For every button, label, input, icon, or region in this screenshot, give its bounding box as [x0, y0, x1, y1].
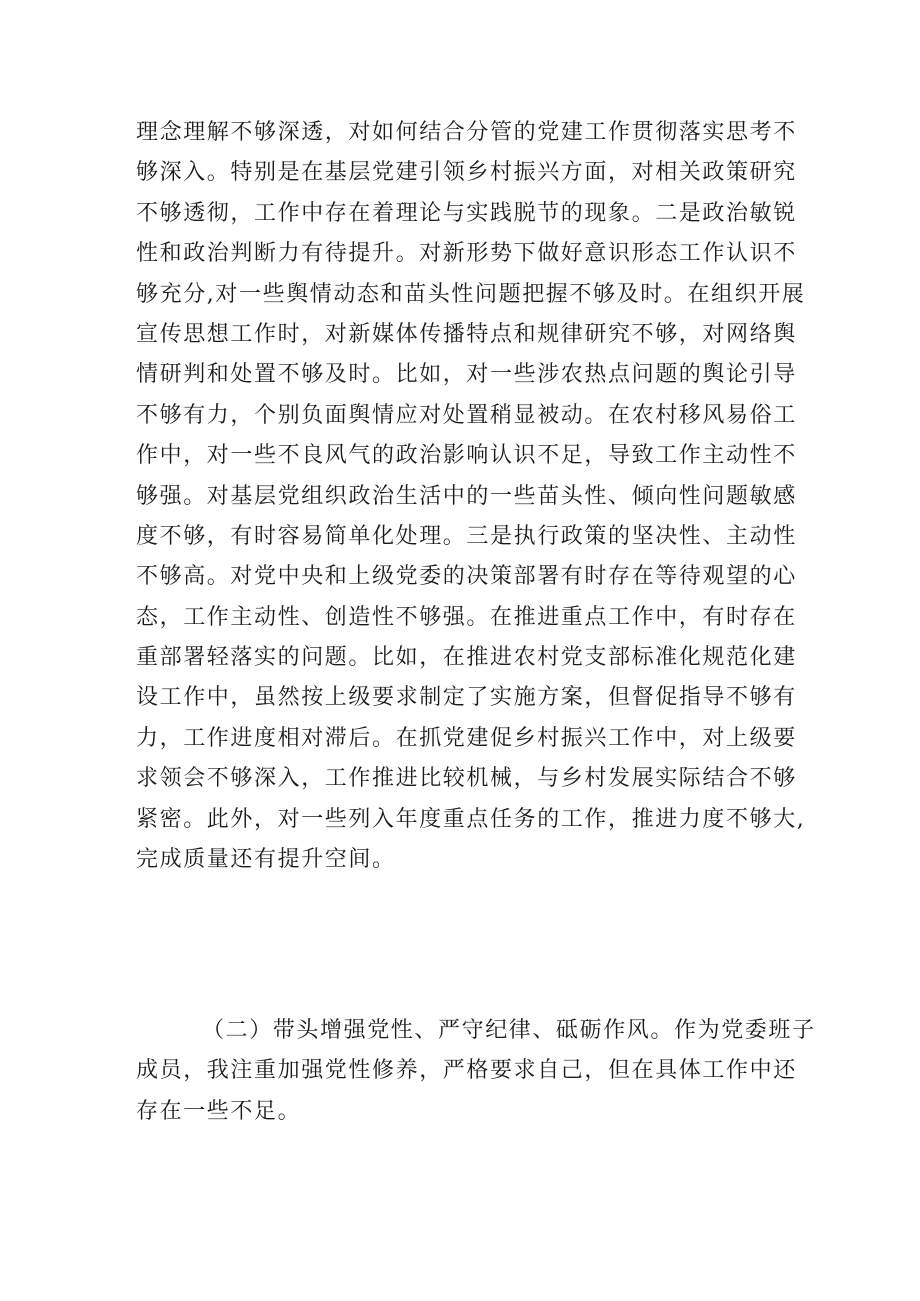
text-line: 设工作中，虽然按上级要求制定了实施方案，但督促指导不够有 — [136, 685, 797, 711]
text-line: 够深入。特别是在基层党建引领乡村振兴方面，对相关政策研究 — [136, 160, 797, 186]
text-line: 不够透彻，工作中存在着理论与实践脱节的现象。二是政治敏锐 — [136, 200, 797, 226]
text-line: 度不够，有时容易简单化处理。三是执行政策的坚决性、主动性 — [136, 523, 797, 549]
body-paragraph-2 — [136, 1011, 816, 1132]
text-line: 够充分,对一些舆情动态和苗头性问题把握不够及时。在组织开展 — [136, 281, 806, 307]
section-heading-line: （二）带头增强党性、严守纪律、砥砺作风。作为党委班子 — [202, 1018, 816, 1043]
text-line: 重部署轻落实的问题。比如，在推进农村党支部标准化规范化建 — [136, 645, 797, 671]
text-line: 求领会不够深入，工作推进比较机械，与乡村发展实际结合不够 — [136, 766, 797, 792]
text-line: 存在一些不足。 — [136, 1098, 302, 1124]
text-line: 成员，我注重加强党性修养，严格要求自己，但在具体工作中还 — [136, 1058, 797, 1084]
text-line: 不够有力，个别负面舆情应对处置稍显被动。在农村移风易俗工 — [136, 402, 797, 428]
text-line: 不够高。对党中央和上级党委的决策部署有时存在等待观望的心 — [136, 564, 797, 590]
text-line: 力，工作进度相对滞后。在抓党建促乡村振兴工作中，对上级要 — [136, 725, 797, 751]
text-line: 理念理解不够深透，对如何结合分管的党建工作贯彻落实思考不 — [136, 120, 797, 145]
body-paragraph-1 — [136, 113, 806, 880]
text-line: 作中，对一些不良风气的政治影响认识不足，导致工作主动性不 — [136, 443, 797, 469]
text-line: 完成质量还有提升空间。 — [136, 847, 396, 873]
text-line: 情研判和处置不够及时。比如，对一些涉农热点问题的舆论引导 — [136, 362, 797, 388]
text-line: 宣传思想工作时，对新媒体传播特点和规律研究不够，对网络舆 — [136, 321, 797, 347]
text-line: 性和政治判断力有待提升。对新形势下做好意识形态工作认识不 — [136, 241, 797, 267]
text-line: 够强。对基层党组织政治生活中的一些苗头性、倾向性问题敏感 — [136, 483, 797, 509]
text-line: 态，工作主动性、创造性不够强。在推进重点工作中，有时存在 — [136, 604, 797, 630]
text-line: 紧密。此外，对一些列入年度重点任务的工作，推进力度不够大, — [136, 806, 806, 832]
